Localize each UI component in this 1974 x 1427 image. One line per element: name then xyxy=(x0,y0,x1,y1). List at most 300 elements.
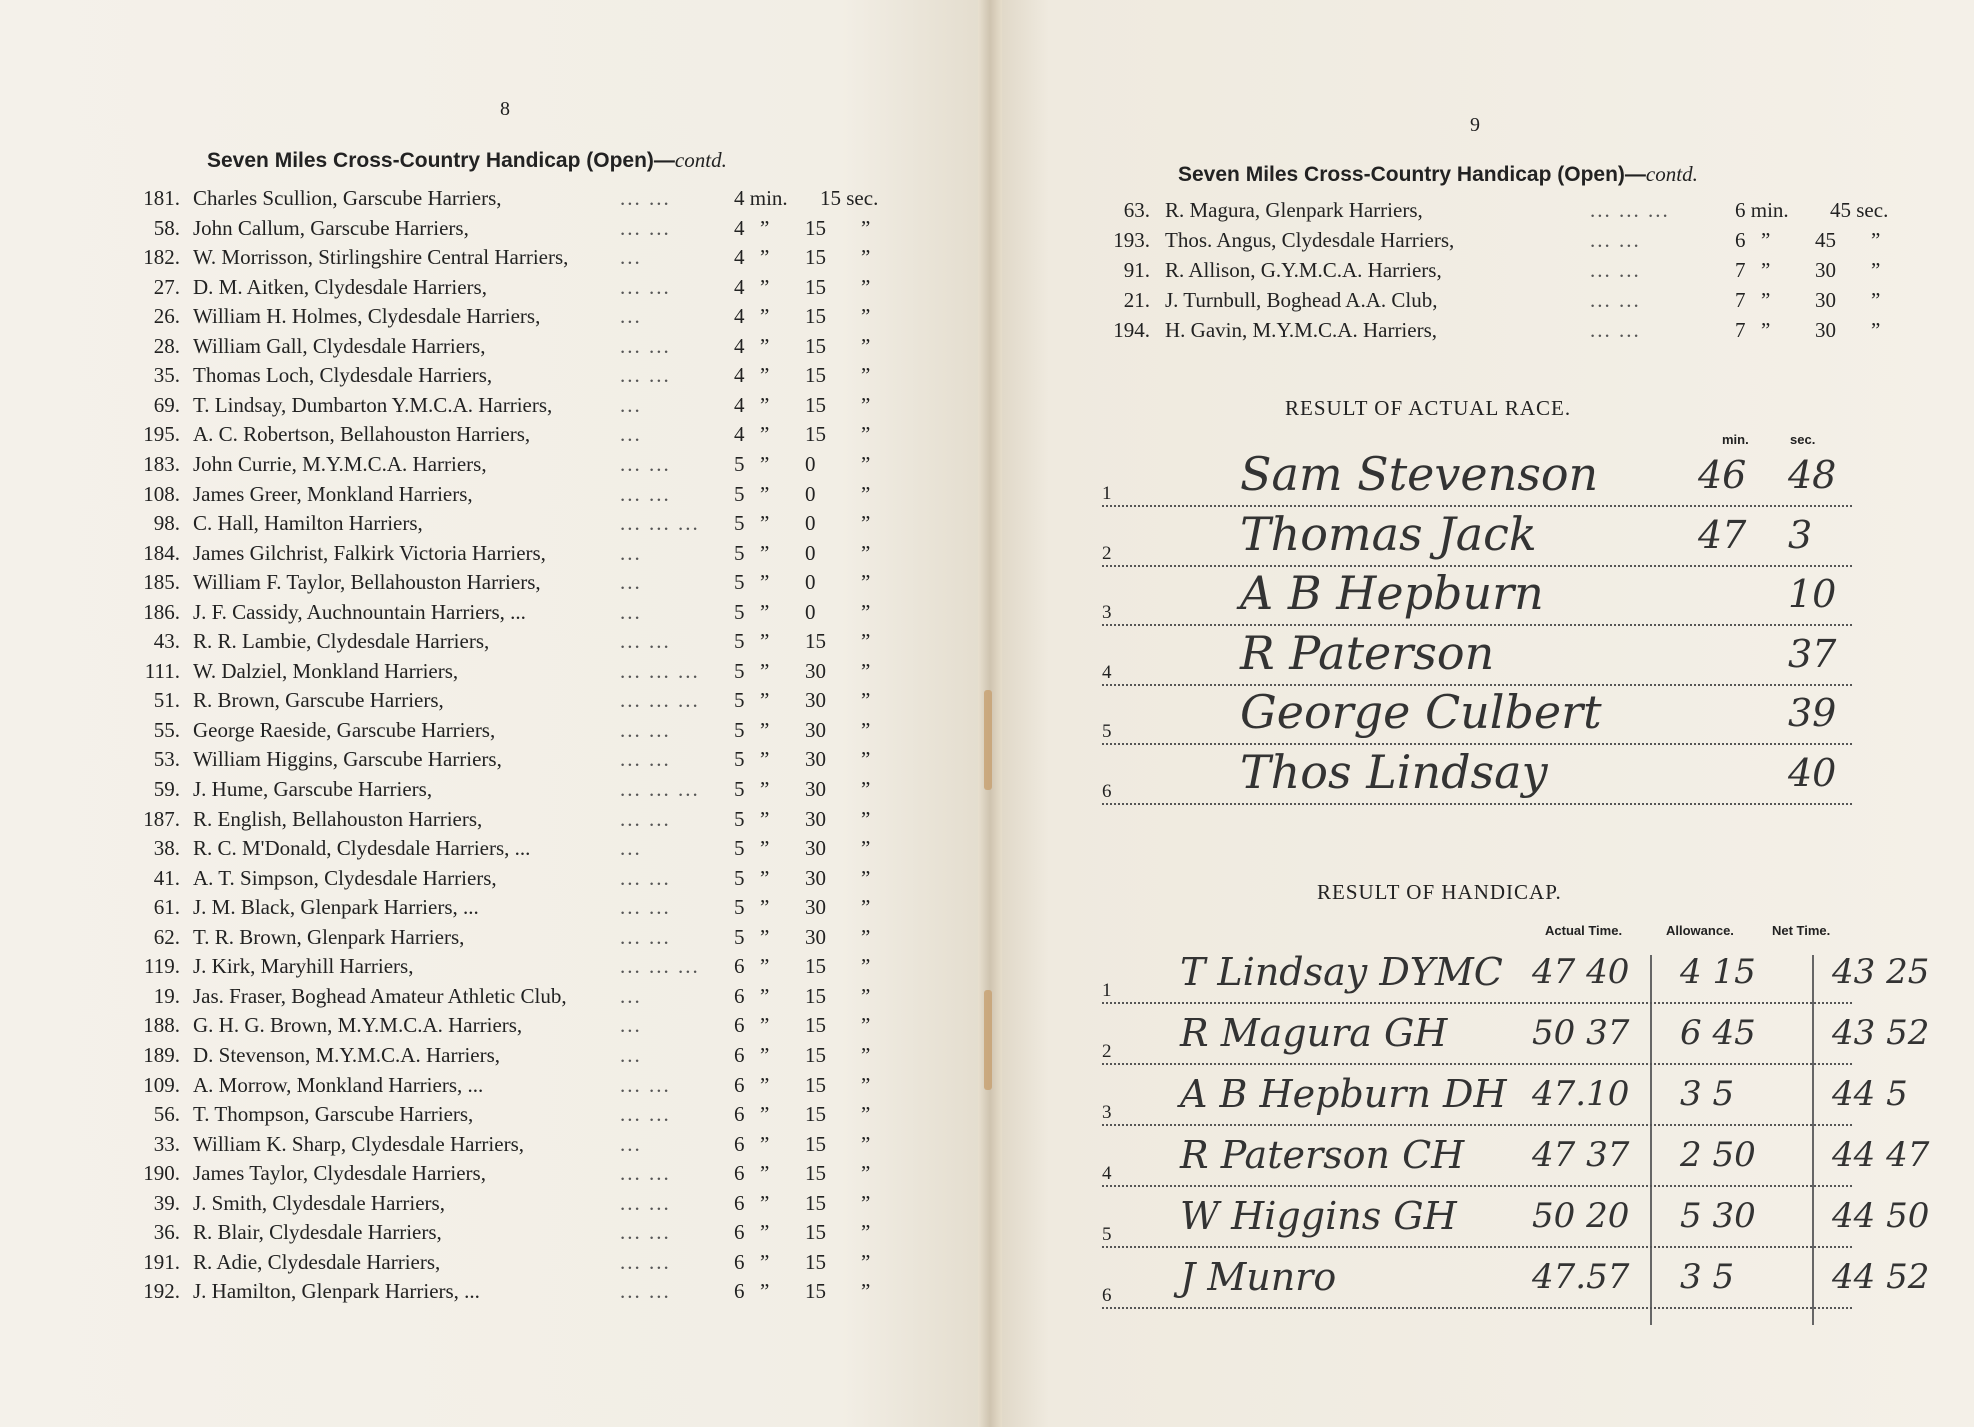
entry-minutes: 5 xyxy=(734,777,745,801)
entry-seconds: 30 xyxy=(805,895,826,920)
handwritten-seconds: 39 xyxy=(1788,691,1837,735)
page-number-right: 9 xyxy=(1470,114,1480,136)
entry-dots: ... xyxy=(620,570,642,595)
entry-minutes: 4 xyxy=(734,245,745,270)
entry-minutes: 6 xyxy=(734,1102,745,1127)
entry-number: 111. xyxy=(144,658,180,683)
ditto-mark: ” xyxy=(760,836,770,861)
entry-seconds: 15 xyxy=(805,422,826,447)
entry-dots: ... ... xyxy=(620,1190,671,1215)
entry-minutes: 5 xyxy=(734,924,745,949)
entry-dots: ... ... xyxy=(620,806,671,831)
entry-number: 59. xyxy=(153,777,180,801)
entry-seconds: 15 xyxy=(805,215,826,240)
entry-dots: ... ... xyxy=(620,1161,671,1186)
entry-minutes: 4 min. xyxy=(734,186,788,210)
entry-row xyxy=(120,334,900,363)
ditto-mark: ” xyxy=(1871,228,1881,252)
entry-seconds: 30 xyxy=(1815,288,1836,312)
ditto-mark: ” xyxy=(861,245,871,270)
entry-row xyxy=(120,807,900,836)
entry-seconds: 15 xyxy=(805,274,826,299)
entry-number: 192. xyxy=(143,1279,180,1304)
ditto-mark: ” xyxy=(760,1161,770,1186)
entry-row xyxy=(1090,288,1881,317)
entry-number: 43. xyxy=(153,629,180,654)
entry-name: D. Stevenson, M.Y.M.C.A. Harriers, xyxy=(193,1042,501,1067)
entry-number: 186. xyxy=(143,599,180,624)
entry-name: William F. Taylor, Bellahouston Harriers, xyxy=(193,570,541,595)
handwritten-allowance: 2 50 xyxy=(1680,1135,1756,1175)
ditto-mark: ” xyxy=(1761,228,1771,252)
ditto-mark: ” xyxy=(861,422,871,447)
entry-number: 41. xyxy=(153,865,180,890)
entry-seconds: 15 xyxy=(805,1013,826,1038)
entry-seconds: 45 sec. xyxy=(1830,198,1889,222)
result-line xyxy=(1102,1185,1852,1187)
handwritten-seconds: 40 xyxy=(1788,750,1837,795)
ditto-mark: ” xyxy=(1761,318,1771,342)
handwritten-allowance: 5 30 xyxy=(1680,1196,1756,1236)
entry-dots: ... ... xyxy=(1590,318,1641,342)
entry-number: 189. xyxy=(143,1042,180,1067)
ditto-mark: ” xyxy=(760,1190,770,1215)
entry-seconds: 30 xyxy=(805,747,826,772)
ditto-mark: ” xyxy=(861,1072,871,1097)
entry-number: 35. xyxy=(153,363,180,388)
entry-dots: ... xyxy=(620,245,642,270)
handwritten-seconds: 3 xyxy=(1788,512,1813,557)
entry-name: J. Turnbull, Boghead A.A. Club, xyxy=(1165,288,1438,312)
entry-seconds: 30 xyxy=(805,717,826,742)
entry-number: 69. xyxy=(153,392,180,417)
entry-dots: ... ... ... xyxy=(620,954,700,979)
entry-number: 26. xyxy=(153,304,180,329)
entry-row xyxy=(120,925,900,954)
ditto-mark: ” xyxy=(861,747,871,772)
entry-row xyxy=(120,275,900,304)
actual-race-min-header: min. xyxy=(1722,432,1749,447)
ditto-mark: ” xyxy=(760,747,770,772)
entry-name: R. English, Bellahouston Harriers, xyxy=(193,806,483,831)
ditto-mark: ” xyxy=(861,806,871,831)
entry-seconds: 30 xyxy=(1815,318,1836,342)
entry-row xyxy=(120,1250,900,1279)
entry-name: James Greer, Monkland Harriers, xyxy=(193,481,473,506)
entry-number: 61. xyxy=(153,895,180,920)
entry-dots: ... ... xyxy=(620,629,671,654)
ditto-mark: ” xyxy=(760,540,770,565)
entry-name: John Callum, Garscube Harriers, xyxy=(193,215,469,240)
entry-number: 195. xyxy=(143,422,180,447)
entry-dots: ... ... ... xyxy=(620,688,700,713)
entry-minutes: 5 xyxy=(734,481,745,506)
entry-row xyxy=(120,659,900,688)
entry-row xyxy=(120,1132,900,1161)
entry-minutes: 5 xyxy=(734,688,745,713)
ditto-mark: ” xyxy=(1871,288,1881,312)
entry-minutes: 6 xyxy=(734,1279,745,1304)
handwritten-allowance: 6 45 xyxy=(1680,1013,1756,1053)
entry-row xyxy=(120,422,900,451)
ditto-mark: ” xyxy=(861,777,871,801)
entry-number: 58. xyxy=(153,215,180,240)
entry-row xyxy=(120,688,900,717)
ditto-mark: ” xyxy=(760,363,770,388)
entry-dots: ... xyxy=(620,422,642,447)
ditto-mark: ” xyxy=(760,806,770,831)
ditto-mark: ” xyxy=(760,245,770,270)
ditto-mark: ” xyxy=(861,511,871,536)
entry-dots: ... xyxy=(620,1131,642,1156)
handwritten-name: T Lindsay DYMC xyxy=(1180,950,1503,994)
handwritten-net-time: 43 52 xyxy=(1832,1013,1930,1053)
entry-dots: ... ... xyxy=(1590,258,1641,282)
place-number: 2 xyxy=(1102,1041,1112,1062)
entry-number: 190. xyxy=(143,1161,180,1186)
result-line xyxy=(1102,1307,1852,1309)
entry-seconds: 0 xyxy=(805,451,816,476)
entry-seconds: 0 xyxy=(805,599,816,624)
entry-dots: ... ... xyxy=(620,1220,671,1245)
entry-row xyxy=(120,866,900,895)
entry-row xyxy=(120,186,900,215)
ditto-mark: ” xyxy=(760,1042,770,1067)
handwritten-name: R Paterson xyxy=(1240,625,1495,680)
handwritten-name: A B Hepburn xyxy=(1240,566,1544,620)
ditto-mark: ” xyxy=(760,924,770,949)
entry-row xyxy=(120,363,900,392)
entry-row xyxy=(120,1073,900,1102)
ditto-mark: ” xyxy=(861,954,871,979)
entry-name: Thos. Angus, Clydesdale Harriers, xyxy=(1165,228,1455,252)
handwritten-net-time: 44 52 xyxy=(1832,1257,1930,1297)
ditto-mark: ” xyxy=(861,836,871,861)
entry-dots: ... xyxy=(620,599,642,624)
entry-minutes: 5 xyxy=(734,451,745,476)
ditto-mark: ” xyxy=(760,1102,770,1127)
result-line xyxy=(1102,1246,1852,1248)
place-number: 1 xyxy=(1102,483,1112,504)
entry-number: 38. xyxy=(153,836,180,861)
entry-name: R. Brown, Garscube Harriers, xyxy=(193,688,444,713)
ditto-mark: ” xyxy=(760,1279,770,1304)
handwritten-name: Thos Lindsay xyxy=(1240,744,1548,799)
entry-number: 184. xyxy=(143,540,180,565)
handicap-actual-header: Actual Time. xyxy=(1545,923,1623,938)
entry-minutes: 4 xyxy=(734,215,745,240)
entry-number: 62. xyxy=(153,924,180,949)
ditto-mark: ” xyxy=(861,599,871,624)
ditto-mark: ” xyxy=(1761,258,1771,282)
handwritten-net-time: 44 47 xyxy=(1832,1135,1930,1175)
ditto-mark: ” xyxy=(760,1072,770,1097)
ditto-mark: ” xyxy=(861,451,871,476)
entry-number: 55. xyxy=(153,717,180,742)
ditto-mark: ” xyxy=(861,1102,871,1127)
entry-dots: ... xyxy=(620,1042,642,1067)
entry-name: R. Blair, Clydesdale Harriers, xyxy=(193,1220,442,1245)
ditto-mark: ” xyxy=(760,865,770,890)
entry-name: J. Smith, Clydesdale Harriers, xyxy=(193,1190,445,1215)
entry-row xyxy=(120,570,900,599)
entry-minutes: 7 xyxy=(1735,288,1746,312)
ditto-mark: ” xyxy=(1761,288,1771,312)
handwritten-name: Thomas Jack xyxy=(1240,506,1537,561)
entry-name: J. Hamilton, Glenpark Harriers, ... xyxy=(193,1279,480,1304)
entry-minutes: 5 xyxy=(734,717,745,742)
entry-name: J. M. Black, Glenpark Harriers, ... xyxy=(193,895,479,920)
entry-number: 63. xyxy=(1123,198,1150,222)
entry-row xyxy=(120,1102,900,1131)
result-line xyxy=(1102,1124,1852,1126)
entry-name: William Higgins, Garscube Harriers, xyxy=(193,747,502,772)
handwritten-name: R Paterson CH xyxy=(1180,1133,1465,1177)
handicap-divider-1 xyxy=(1650,955,1652,1325)
actual-race-title: RESULT OF ACTUAL RACE. xyxy=(1285,396,1572,420)
ditto-mark: ” xyxy=(861,865,871,890)
entry-seconds: 15 xyxy=(805,333,826,358)
ditto-mark: ” xyxy=(760,392,770,417)
handwritten-actual-time: 47.10 xyxy=(1532,1074,1630,1114)
entry-row xyxy=(120,1279,900,1308)
ditto-mark: ” xyxy=(861,1220,871,1245)
entry-seconds: 15 xyxy=(805,392,826,417)
entry-name: W. Dalziel, Monkland Harriers, xyxy=(193,658,459,683)
entry-seconds: 15 xyxy=(805,245,826,270)
handwritten-actual-time: 47.57 xyxy=(1532,1257,1630,1297)
entry-row xyxy=(120,511,900,540)
ditto-mark: ” xyxy=(861,1131,871,1156)
handwritten-minutes: 46 xyxy=(1698,453,1747,497)
entry-dots: ... ... xyxy=(620,1072,671,1097)
ditto-mark: ” xyxy=(760,1013,770,1038)
ditto-mark: ” xyxy=(861,924,871,949)
ditto-mark: ” xyxy=(760,599,770,624)
place-number: 4 xyxy=(1102,1163,1112,1184)
entry-number: 193. xyxy=(1113,228,1150,252)
ditto-mark: ” xyxy=(861,1279,871,1304)
right-heading: Seven Miles Cross-Country Handicap (Open)—contd. xyxy=(1178,162,1698,186)
handwritten-allowance: 3 5 xyxy=(1680,1074,1735,1114)
entry-number: 36. xyxy=(153,1220,180,1245)
entry-row xyxy=(120,836,900,865)
entry-seconds: 15 xyxy=(805,1279,826,1304)
entry-minutes: 5 xyxy=(734,747,745,772)
entry-minutes: 5 xyxy=(734,865,745,890)
ditto-mark: ” xyxy=(1871,258,1881,282)
ditto-mark: ” xyxy=(861,629,871,654)
entry-dots: ... ... xyxy=(620,924,671,949)
entry-dots: ... ... ... xyxy=(620,658,700,683)
entry-number: 21. xyxy=(1123,288,1150,312)
place-number: 3 xyxy=(1102,602,1112,623)
handicap-title: RESULT OF HANDICAP. xyxy=(1317,880,1562,904)
handwritten-allowance: 3 5 xyxy=(1680,1257,1735,1297)
entry-name: William K. Sharp, Clydesdale Harriers, xyxy=(193,1131,524,1156)
entry-seconds: 30 xyxy=(805,806,826,831)
entry-number: 194. xyxy=(1113,318,1150,342)
ditto-mark: ” xyxy=(861,658,871,683)
entry-seconds: 30 xyxy=(805,924,826,949)
entry-minutes: 6 xyxy=(1735,228,1746,252)
entry-seconds: 0 xyxy=(805,511,816,536)
handwritten-name: A B Hepburn DH xyxy=(1180,1072,1507,1116)
result-line xyxy=(1102,1002,1852,1004)
ditto-mark: ” xyxy=(861,392,871,417)
ditto-mark: ” xyxy=(861,717,871,742)
entry-seconds: 45 xyxy=(1815,228,1836,252)
entry-name: T. Lindsay, Dumbarton Y.M.C.A. Harriers, xyxy=(193,392,553,417)
entry-minutes: 6 xyxy=(734,1190,745,1215)
entry-name: A. C. Robertson, Bellahouston Harriers, xyxy=(193,422,531,447)
handicap-divider-2 xyxy=(1812,955,1814,1325)
entry-minutes: 4 xyxy=(734,363,745,388)
entry-number: 28. xyxy=(153,333,180,358)
place-number: 5 xyxy=(1102,721,1112,742)
entry-seconds: 15 xyxy=(805,983,826,1008)
entry-name: Jas. Fraser, Boghead Amateur Athletic Club, xyxy=(193,983,567,1008)
entry-row xyxy=(120,216,900,245)
entry-row xyxy=(120,1161,900,1190)
ditto-mark: ” xyxy=(760,274,770,299)
entry-row xyxy=(120,954,900,983)
entry-minutes: 5 xyxy=(734,570,745,595)
handwritten-name: W Higgins GH xyxy=(1180,1194,1457,1238)
handwritten-seconds: 37 xyxy=(1788,631,1837,676)
ditto-mark: ” xyxy=(861,1042,871,1067)
ditto-mark: ” xyxy=(760,304,770,329)
entry-dots: ... ... xyxy=(620,274,671,299)
handwritten-net-time: 44 5 xyxy=(1832,1074,1908,1114)
entry-minutes: 6 xyxy=(734,1072,745,1097)
entry-dots: ... xyxy=(620,836,642,861)
ditto-mark: ” xyxy=(861,215,871,240)
entry-name: D. M. Aitken, Clydesdale Harriers, xyxy=(193,274,487,299)
entry-name: Charles Scullion, Garscube Harriers, xyxy=(193,186,502,210)
entry-name: J. F. Cassidy, Auchnountain Harriers, ... xyxy=(193,599,526,624)
entry-row xyxy=(120,541,900,570)
handicap-net-header: Net Time. xyxy=(1772,923,1831,938)
ditto-mark: ” xyxy=(760,983,770,1008)
entry-name: George Raeside, Garscube Harriers, xyxy=(193,717,496,742)
entry-name: James Taylor, Clydesdale Harriers, xyxy=(193,1161,486,1186)
entry-dots: ... xyxy=(620,392,642,417)
entry-seconds: 30 xyxy=(805,688,826,713)
entry-seconds: 15 xyxy=(805,629,826,654)
entry-dots: ... ... xyxy=(1590,228,1641,252)
ditto-mark: ” xyxy=(861,1013,871,1038)
entry-name: G. H. G. Brown, M.Y.M.C.A. Harriers, xyxy=(193,1013,523,1038)
ditto-mark: ” xyxy=(861,333,871,358)
entry-name: C. Hall, Hamilton Harriers, xyxy=(193,511,423,536)
entry-row xyxy=(120,600,900,629)
handwritten-seconds: 10 xyxy=(1788,572,1837,616)
entry-dots: ... ... xyxy=(620,363,671,388)
entry-seconds: 15 xyxy=(805,1131,826,1156)
entry-number: 39. xyxy=(153,1190,180,1215)
place-number: 3 xyxy=(1102,1102,1112,1123)
entry-row xyxy=(1090,318,1881,347)
entry-dots: ... ... xyxy=(620,747,671,772)
entry-name: William H. Holmes, Clydesdale Harriers, xyxy=(193,304,541,329)
handwritten-actual-time: 47 37 xyxy=(1532,1135,1630,1175)
ditto-mark: ” xyxy=(760,570,770,595)
entry-number: 191. xyxy=(143,1249,180,1274)
entry-dots: ... xyxy=(620,540,642,565)
entry-number: 19. xyxy=(153,983,180,1008)
entry-minutes: 5 xyxy=(734,629,745,654)
entry-row xyxy=(120,718,900,747)
handwritten-actual-time: 50 37 xyxy=(1532,1013,1630,1053)
entry-minutes: 4 xyxy=(734,304,745,329)
entry-name: William Gall, Clydesdale Harriers, xyxy=(193,333,486,358)
entry-minutes: 6 xyxy=(734,1220,745,1245)
entry-minutes: 5 xyxy=(734,895,745,920)
page-number-left: 8 xyxy=(500,98,510,120)
place-number: 6 xyxy=(1102,1285,1112,1306)
entry-minutes: 6 xyxy=(734,954,745,979)
ditto-mark: ” xyxy=(861,1249,871,1274)
entry-name: T. Thompson, Garscube Harriers, xyxy=(193,1102,474,1127)
handwritten-actual-time: 50 20 xyxy=(1532,1196,1630,1236)
entry-minutes: 6 xyxy=(734,1013,745,1038)
entry-name: W. Morrisson, Stirlingshire Central Harriers, xyxy=(193,245,569,270)
ditto-mark: ” xyxy=(760,511,770,536)
ditto-mark: ” xyxy=(760,1249,770,1274)
ditto-mark: ” xyxy=(861,540,871,565)
entry-dots: ... ... xyxy=(620,865,671,890)
handwritten-seconds: 48 xyxy=(1788,453,1837,497)
handwritten-name: J Munro xyxy=(1180,1255,1337,1299)
entry-name: John Currie, M.Y.M.C.A. Harriers, xyxy=(193,451,487,476)
entry-seconds: 15 xyxy=(805,304,826,329)
ditto-mark: ” xyxy=(760,1220,770,1245)
entry-dots: ... ... ... xyxy=(620,511,700,536)
ditto-mark: ” xyxy=(861,983,871,1008)
ditto-mark: ” xyxy=(760,451,770,476)
entry-minutes: 5 xyxy=(734,806,745,831)
handwritten-actual-time: 47 40 xyxy=(1532,952,1630,992)
entry-seconds: 15 xyxy=(805,1220,826,1245)
entry-name: A. T. Simpson, Clydesdale Harriers, xyxy=(193,865,497,890)
entry-name: Thomas Loch, Clydesdale Harriers, xyxy=(193,363,493,388)
entry-name: H. Gavin, M.Y.M.C.A. Harriers, xyxy=(1165,318,1438,342)
ditto-mark: ” xyxy=(760,215,770,240)
entry-minutes: 5 xyxy=(734,511,745,536)
entry-dots: ... ... ... xyxy=(1590,198,1670,222)
left-heading: Seven Miles Cross-Country Handicap (Open)—contd. xyxy=(207,148,727,172)
handwritten-name: George Culbert xyxy=(1240,685,1602,739)
entry-number: 183. xyxy=(143,451,180,476)
entry-seconds: 15 xyxy=(805,1190,826,1215)
ditto-mark: ” xyxy=(1871,318,1881,342)
entry-row xyxy=(120,984,900,1013)
entry-minutes: 7 xyxy=(1735,258,1746,282)
entry-seconds: 15 sec. xyxy=(820,186,879,210)
entry-minutes: 5 xyxy=(734,540,745,565)
entry-row xyxy=(120,1191,900,1220)
entry-seconds: 15 xyxy=(805,1102,826,1127)
ditto-mark: ” xyxy=(760,777,770,801)
entry-name: R. Magura, Glenpark Harriers, xyxy=(1165,198,1423,222)
entry-number: 185. xyxy=(143,570,180,595)
ditto-mark: ” xyxy=(861,688,871,713)
handicap-allowance-header: Allowance. xyxy=(1666,923,1734,938)
entry-name: R. C. M'Donald, Clydesdale Harriers, ... xyxy=(193,836,531,861)
ditto-mark: ” xyxy=(760,688,770,713)
entry-row xyxy=(120,895,900,924)
